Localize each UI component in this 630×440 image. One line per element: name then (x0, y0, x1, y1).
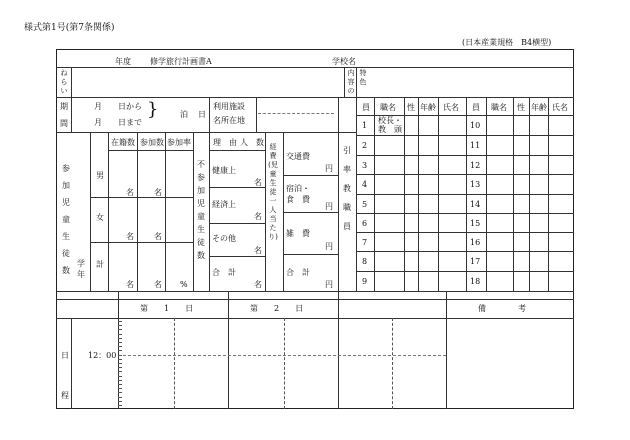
rate-header: 参加率 (167, 138, 191, 147)
spec-note: (日本産業規格 B4横型) (462, 38, 552, 47)
enrolled-header: 在籍数 (111, 138, 135, 147)
staff-row-number: 7 (362, 238, 368, 247)
count-header: 人 数 (240, 138, 264, 147)
time-tick (118, 325, 122, 326)
staff-title-header-left: 職名 (380, 103, 396, 112)
transport-yen: 円 (325, 164, 333, 173)
time-tick (118, 355, 122, 356)
time-tick (118, 334, 122, 335)
staff-row-number: 3 (362, 161, 368, 170)
staff-sex-header-left: 性 (407, 103, 415, 112)
staff-row-number: 6 (362, 219, 368, 228)
time-tick (118, 363, 122, 364)
facility-label-1: 利用施設 (213, 102, 245, 111)
total-yen: 円 (325, 280, 333, 289)
time-tick (118, 405, 122, 406)
misc-cost: 雑 費 (286, 229, 310, 238)
time-tick (118, 392, 122, 393)
staff-row-number: 10 (470, 121, 481, 130)
school-name-label: 学校名 (332, 57, 356, 66)
lodging-cost: 宿泊・食 費 (286, 184, 310, 204)
staff-no-header-right: 員 (472, 103, 480, 112)
male-joined-unit: 名 (154, 188, 162, 197)
male-enrolled-unit: 名 (126, 188, 134, 197)
staff-row-number: 16 (470, 238, 481, 247)
schedule-label: 日程 (61, 351, 69, 400)
principal-title: 校長・教 頭 (378, 116, 402, 134)
staff-name-header-left: 氏名 (443, 103, 459, 112)
content-label: 内容の (347, 69, 355, 95)
form-number: 様式第1号(第7条関係) (24, 23, 115, 33)
day2-header: 第 2 日 (250, 304, 304, 313)
staff-row-number: 8 (362, 257, 368, 266)
staff-no-header-left: 員 (362, 103, 370, 112)
joined-header: 参加数 (140, 138, 164, 147)
staff-age-header-left: 年齢 (420, 103, 436, 112)
male-label: 男 (96, 171, 104, 180)
staff-row-number: 11 (470, 141, 481, 150)
econ-reason: 経済上 (212, 200, 236, 209)
staff-title-header-right: 職名 (491, 103, 507, 112)
cost-label: 経費(児童生徒一人当たり) (268, 143, 278, 241)
econ-unit: 名 (254, 212, 262, 221)
staff-row-number: 13 (470, 180, 481, 189)
time-tick (118, 384, 122, 385)
date-to: 月 日まで (94, 118, 142, 127)
feature-label: 特色 (359, 69, 367, 86)
staff-row-number: 9 (362, 277, 368, 286)
days-label: 日 (198, 110, 206, 119)
other-reason: その他 (212, 234, 236, 243)
staff-row-number: 2 (362, 141, 368, 150)
time-tick (118, 367, 122, 368)
year-label: 年度 (115, 57, 131, 66)
nights-label: 泊 (180, 110, 188, 119)
staff-row-number: 5 (362, 200, 368, 209)
total-label: 計 (96, 260, 104, 269)
time-tick (118, 380, 122, 381)
reason-header: 理 由 (213, 138, 237, 147)
day1-header: 第 1 日 (140, 304, 194, 313)
time-tick (118, 329, 122, 330)
female-joined-unit: 名 (154, 232, 162, 241)
time-tick (118, 388, 122, 389)
total-enrolled-unit: 名 (126, 280, 134, 289)
time-tick (118, 350, 122, 351)
staff-age-header-right: 年齢 (531, 103, 547, 112)
staff-label: 引率教職員 (343, 146, 351, 231)
total-rate-unit: % (180, 280, 188, 289)
total-joined-unit: 名 (154, 280, 162, 289)
time-tick (118, 346, 122, 347)
staff-row-number: 18 (470, 277, 481, 286)
aim-label: ねらい (60, 69, 68, 95)
time-tick (118, 401, 122, 402)
plan-title: 修学旅行計画書A (150, 57, 212, 66)
time-tick (118, 397, 122, 398)
time-tick (118, 321, 122, 322)
participants-label: 参加児童生徒数 (62, 164, 70, 275)
date-brace: } (147, 99, 159, 120)
time-tick (118, 376, 122, 377)
staff-row-number: 17 (470, 257, 481, 266)
female-label: 女 (96, 213, 104, 222)
time-tick (118, 359, 122, 360)
misc-yen: 円 (325, 242, 333, 251)
lodging-yen: 円 (325, 202, 333, 211)
nonparticipants-label: 不参加児童生徒数 (197, 160, 205, 260)
date-from: 月 日から (94, 102, 142, 111)
staff-row-number: 14 (470, 200, 481, 209)
staff-sex-header-right: 性 (517, 103, 525, 112)
time-tick (118, 371, 122, 372)
other-unit: 名 (254, 246, 262, 255)
period-label-top: 期 (60, 102, 68, 111)
period-label-bottom: 間 (60, 119, 68, 128)
health-unit: 名 (254, 178, 262, 187)
time-tick (118, 342, 122, 343)
nonpart-total: 合 計 (212, 268, 236, 277)
female-enrolled-unit: 名 (126, 232, 134, 241)
remarks-header: 備 考 (478, 304, 526, 313)
cost-total: 合 計 (286, 268, 310, 277)
health-reason: 健康上 (212, 166, 236, 175)
noon-time: 12：00 (88, 351, 117, 360)
staff-row-number: 1 (362, 121, 368, 130)
facility-label-2: 名所在地 (213, 116, 245, 125)
time-tick (118, 338, 122, 339)
nonpart-total-unit: 名 (254, 280, 262, 289)
transport-cost: 交通費 (286, 152, 310, 161)
staff-row-number: 12 (470, 161, 481, 170)
staff-row-number: 4 (362, 180, 368, 189)
staff-name-header-right: 氏名 (552, 103, 568, 112)
staff-row-number: 15 (470, 219, 481, 228)
grade-label: 学年 (77, 259, 85, 279)
